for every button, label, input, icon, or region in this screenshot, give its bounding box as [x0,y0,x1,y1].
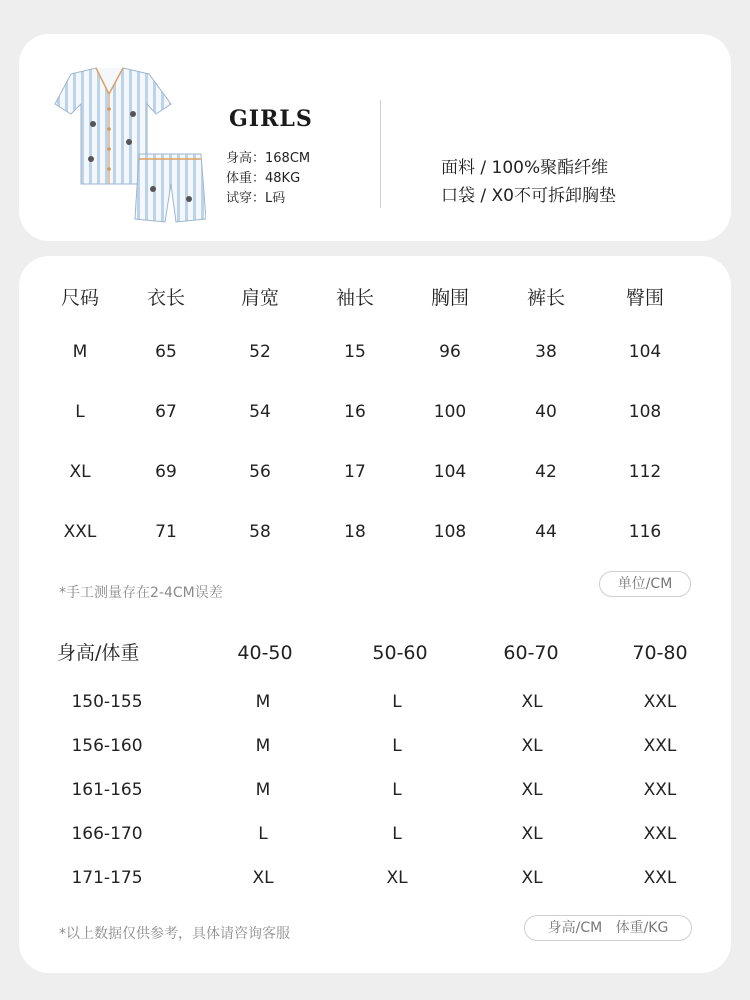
fit-cell: M [255,736,271,756]
value-cell: 69 [155,462,177,482]
header-cell: 40-50 [237,642,293,664]
height-cell: 150-155 [71,692,143,712]
collection-title: GIRLS [229,106,313,132]
size-cell: XL [69,462,91,482]
fit-cell: XXL [643,824,677,844]
header-cell: 臀围 [625,287,664,309]
value-cell: 112 [628,462,662,482]
height-cell: 171-175 [71,868,143,888]
fit-cell: L [392,824,402,844]
height-cell: 156-160 [71,736,143,756]
table-row [19,397,731,427]
value-cell: 71 [155,522,177,542]
value-cell: 108 [628,402,662,422]
fit-cell: XXL [643,868,677,888]
header-cell: 裤长 [526,287,565,309]
table-row [19,337,731,367]
unit-badge: 单位/CM [599,571,691,597]
fit-table-header [19,638,731,668]
value-cell: 104 [433,462,467,482]
header-cell: 身高/体重 [57,642,140,664]
value-cell: 52 [249,342,271,362]
size-chart-card [19,256,731,973]
fit-cell: XL [521,736,543,756]
value-cell: 54 [249,402,271,422]
value-cell: 17 [344,462,366,482]
measurement-note: *手工测量存在2-4CM误差 [59,585,223,601]
value-cell: 104 [628,342,662,362]
table-row [19,731,731,761]
value-cell: 96 [439,342,461,362]
fabric-pocket: 口袋 / X0不可拆卸胸垫 [441,186,616,206]
model-info [226,149,310,209]
size-table-header [19,283,731,313]
model-weight: 体重：48KG [226,171,301,186]
value-cell: 108 [433,522,467,542]
header-cell: 衣长 [146,287,185,309]
value-cell: 100 [433,402,467,422]
fit-cell: L [392,736,402,756]
table-row [19,775,731,805]
size-cell: M [72,342,88,362]
header-cell: 70-80 [632,642,688,664]
value-cell: 15 [344,342,366,362]
value-cell: 65 [155,342,177,362]
fit-cell: XXL [643,736,677,756]
value-cell: 18 [344,522,366,542]
model-try-size: 试穿：L码 [226,191,286,206]
fit-cell: XL [252,868,274,888]
pajama-set-image [41,64,206,224]
table-row [19,517,731,547]
fit-cell: L [392,692,402,712]
fit-cell: XL [386,868,408,888]
fit-cell: M [255,692,271,712]
value-cell: 116 [628,522,662,542]
header-cell: 50-60 [372,642,428,664]
fit-cell: XXL [643,780,677,800]
fit-cell: XL [521,868,543,888]
fit-cell: XL [521,824,543,844]
reference-note: *以上数据仅供参考，具体请咨询客服 [59,926,290,942]
size-cell: L [75,402,85,422]
fit-cell: XL [521,692,543,712]
table-row [19,687,731,717]
unit-badge: 身高/CM 体重/KG [524,915,692,941]
table-row [19,819,731,849]
value-cell: 67 [155,402,177,422]
value-cell: 16 [344,402,366,422]
size-cell: XXL [63,522,97,542]
header-cell: 肩宽 [240,287,279,309]
fit-cell: M [255,780,271,800]
height-cell: 166-170 [71,824,143,844]
value-cell: 56 [249,462,271,482]
header-cell: 60-70 [503,642,559,664]
header-cell: 尺码 [60,287,99,309]
table-row [19,457,731,487]
value-cell: 40 [535,402,557,422]
model-height: 身高：168CM [226,151,311,166]
height-cell: 161-165 [71,780,143,800]
header-cell: 袖长 [335,287,374,309]
product-info-card [19,34,731,241]
divider [380,100,381,208]
value-cell: 38 [535,342,557,362]
fit-cell: L [392,780,402,800]
table-row [19,863,731,893]
fit-cell: XXL [643,692,677,712]
value-cell: 44 [535,522,557,542]
fabric-material: 面料 / 100%聚酯纤维 [441,158,609,178]
header-cell: 胸围 [430,287,469,309]
fit-cell: XL [521,780,543,800]
value-cell: 58 [249,522,271,542]
fit-cell: L [258,824,268,844]
fabric-info [441,154,616,210]
value-cell: 42 [535,462,557,482]
